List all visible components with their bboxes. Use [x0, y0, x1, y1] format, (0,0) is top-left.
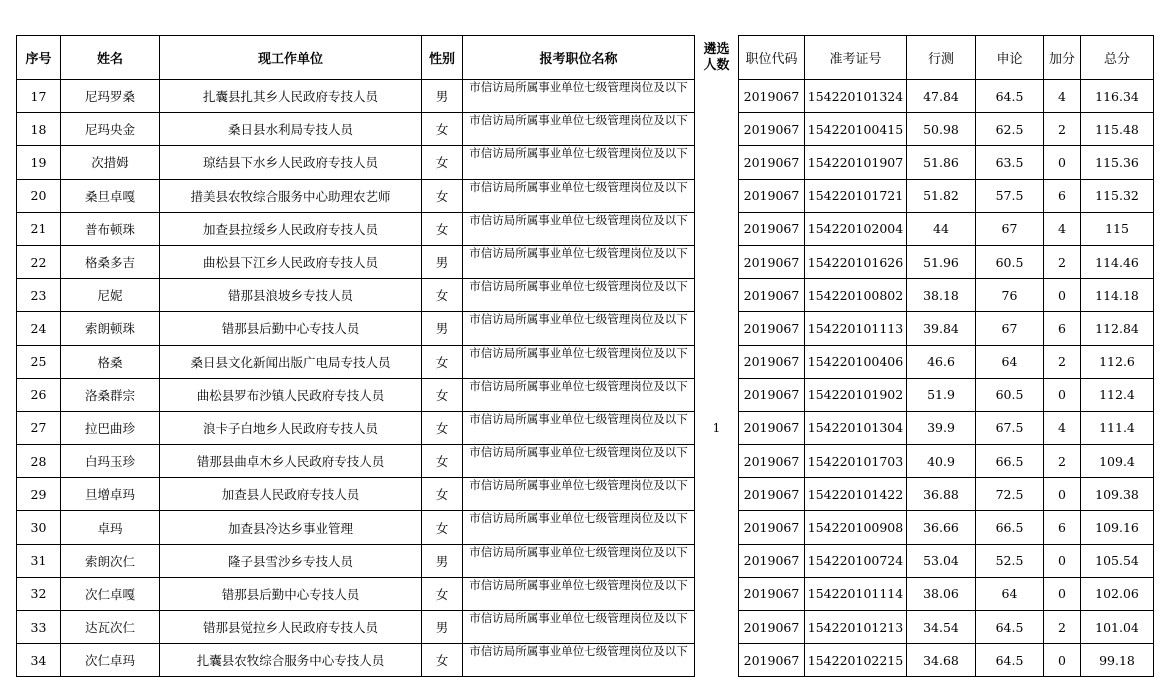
cell-name: 索朗顿珠 [61, 312, 160, 345]
cell-no: 31 [17, 544, 61, 577]
cell-code: 2019067 [739, 478, 805, 511]
cell-ticket: 154220100406 [805, 345, 907, 378]
cell-gender: 女 [422, 411, 463, 444]
table-row [17, 577, 1154, 610]
col-header-name: 姓名 [61, 36, 160, 80]
cell-bonus: 2 [1044, 345, 1081, 378]
cell-gender: 女 [422, 577, 463, 610]
cell-code: 2019067 [739, 146, 805, 179]
cell-unit: 错那县觉拉乡人民政府专技人员 [160, 611, 422, 644]
cell-selected [695, 179, 739, 212]
cell-bonus: 4 [1044, 212, 1081, 245]
cell-selected [695, 478, 739, 511]
cell-bonus: 0 [1044, 644, 1081, 677]
table-row [17, 611, 1154, 644]
cell-code: 2019067 [739, 245, 805, 278]
cell-code: 2019067 [739, 312, 805, 345]
cell-shenlun: 67 [976, 312, 1044, 345]
cell-shenlun: 64.5 [976, 611, 1044, 644]
col-header-position: 报考职位名称 [463, 36, 695, 80]
cell-position: 市信访局所属事业单位七级管理岗位及以下 [463, 378, 695, 411]
cell-name: 次措姆 [61, 146, 160, 179]
cell-xingce: 46.6 [907, 345, 976, 378]
table-row [17, 245, 1154, 278]
cell-selected [695, 146, 739, 179]
cell-shenlun: 57.5 [976, 179, 1044, 212]
cell-xingce: 50.98 [907, 113, 976, 146]
cell-total: 114.18 [1081, 279, 1154, 312]
cell-position: 市信访局所属事业单位七级管理岗位及以下 [463, 146, 695, 179]
cell-gender: 男 [422, 312, 463, 345]
cell-shenlun: 67.5 [976, 411, 1044, 444]
cell-no: 27 [17, 411, 61, 444]
cell-gender: 女 [422, 113, 463, 146]
cell-xingce: 40.9 [907, 445, 976, 478]
table-row [17, 445, 1154, 478]
cell-selected [695, 378, 739, 411]
cell-no: 30 [17, 511, 61, 544]
cell-unit: 错那县浪坡乡专技人员 [160, 279, 422, 312]
table-row [17, 146, 1154, 179]
cell-gender: 女 [422, 511, 463, 544]
cell-xingce: 44 [907, 212, 976, 245]
cell-bonus: 6 [1044, 179, 1081, 212]
cell-ticket: 154220101422 [805, 478, 907, 511]
cell-name: 卓玛 [61, 511, 160, 544]
cell-code: 2019067 [739, 544, 805, 577]
cell-gender: 女 [422, 179, 463, 212]
cell-unit: 桑日县水利局专技人员 [160, 113, 422, 146]
cell-xingce: 53.04 [907, 544, 976, 577]
cell-name: 尼妮 [61, 279, 160, 312]
cell-ticket: 154220101304 [805, 411, 907, 444]
cell-ticket: 154220102215 [805, 644, 907, 677]
cell-gender: 女 [422, 445, 463, 478]
cell-position: 市信访局所属事业单位七级管理岗位及以下 [463, 312, 695, 345]
table-row [17, 511, 1154, 544]
cell-gender: 女 [422, 345, 463, 378]
cell-shenlun: 66.5 [976, 511, 1044, 544]
cell-position: 市信访局所属事业单位七级管理岗位及以下 [463, 411, 695, 444]
cell-no: 22 [17, 245, 61, 278]
table-row [17, 345, 1154, 378]
cell-gender: 男 [422, 611, 463, 644]
cell-code: 2019067 [739, 511, 805, 544]
cell-total: 114.46 [1081, 245, 1154, 278]
cell-selected [695, 212, 739, 245]
cell-name: 拉巴曲珍 [61, 411, 160, 444]
cell-no: 24 [17, 312, 61, 345]
cell-name: 普布顿珠 [61, 212, 160, 245]
table-row [17, 179, 1154, 212]
cell-xingce: 51.86 [907, 146, 976, 179]
cell-selected [695, 445, 739, 478]
cell-total: 112.4 [1081, 378, 1154, 411]
cell-unit: 加查县拉绥乡人民政府专技人员 [160, 212, 422, 245]
cell-code: 2019067 [739, 80, 805, 113]
cell-xingce: 39.84 [907, 312, 976, 345]
cell-gender: 女 [422, 212, 463, 245]
cell-unit: 曲松县下江乡人民政府专技人员 [160, 245, 422, 278]
cell-name: 格桑 [61, 345, 160, 378]
header-row [17, 36, 1154, 80]
cell-position: 市信访局所属事业单位七级管理岗位及以下 [463, 113, 695, 146]
cell-no: 19 [17, 146, 61, 179]
cell-position: 市信访局所属事业单位七级管理岗位及以下 [463, 179, 695, 212]
cell-shenlun: 60.5 [976, 378, 1044, 411]
col-header-shenlun: 申论 [976, 36, 1044, 80]
cell-shenlun: 67 [976, 212, 1044, 245]
cell-code: 2019067 [739, 411, 805, 444]
cell-code: 2019067 [739, 113, 805, 146]
cell-xingce: 39.9 [907, 411, 976, 444]
cell-unit: 加查县冷达乡事业管理 [160, 511, 422, 544]
cell-xingce: 38.06 [907, 577, 976, 610]
cell-unit: 曲松县罗布沙镇人民政府专技人员 [160, 378, 422, 411]
cell-xingce: 34.68 [907, 644, 976, 677]
cell-unit: 浪卡子白地乡人民政府专技人员 [160, 411, 422, 444]
cell-no: 28 [17, 445, 61, 478]
cell-code: 2019067 [739, 445, 805, 478]
cell-ticket: 154220101113 [805, 312, 907, 345]
cell-bonus: 0 [1044, 544, 1081, 577]
cell-position: 市信访局所属事业单位七级管理岗位及以下 [463, 577, 695, 610]
cell-ticket: 154220101213 [805, 611, 907, 644]
cell-name: 索朗次仁 [61, 544, 160, 577]
cell-position: 市信访局所属事业单位七级管理岗位及以下 [463, 544, 695, 577]
cell-unit: 扎囊县扎其乡人民政府专技人员 [160, 80, 422, 113]
cell-ticket: 154220100415 [805, 113, 907, 146]
table-row [17, 478, 1154, 511]
cell-ticket: 154220101907 [805, 146, 907, 179]
cell-no: 33 [17, 611, 61, 644]
cell-no: 32 [17, 577, 61, 610]
cell-name: 白玛玉珍 [61, 445, 160, 478]
cell-code: 2019067 [739, 378, 805, 411]
cell-ticket: 154220101114 [805, 577, 907, 610]
cell-code: 2019067 [739, 279, 805, 312]
cell-gender: 女 [422, 279, 463, 312]
cell-selected [695, 644, 739, 677]
col-header-selected [695, 36, 739, 80]
cell-gender: 男 [422, 245, 463, 278]
cell-xingce: 47.84 [907, 80, 976, 113]
cell-bonus: 6 [1044, 511, 1081, 544]
cell-total: 105.54 [1081, 544, 1154, 577]
cell-ticket: 154220102004 [805, 212, 907, 245]
table-row [17, 411, 1154, 444]
cell-bonus: 2 [1044, 113, 1081, 146]
cell-selected [695, 577, 739, 610]
cell-total: 102.06 [1081, 577, 1154, 610]
cell-name: 达瓦次仁 [61, 611, 160, 644]
cell-xingce: 51.82 [907, 179, 976, 212]
cell-bonus: 0 [1044, 146, 1081, 179]
col-header-selected-line1: 遴选 [703, 41, 730, 57]
cell-bonus: 0 [1044, 478, 1081, 511]
cell-bonus: 4 [1044, 80, 1081, 113]
cell-no: 23 [17, 279, 61, 312]
cell-unit: 错那县后勤中心专技人员 [160, 312, 422, 345]
table-row [17, 113, 1154, 146]
cell-name: 洛桑群宗 [61, 378, 160, 411]
cell-total: 109.16 [1081, 511, 1154, 544]
cell-selected [695, 511, 739, 544]
cell-position: 市信访局所属事业单位七级管理岗位及以下 [463, 212, 695, 245]
cell-position: 市信访局所属事业单位七级管理岗位及以下 [463, 279, 695, 312]
cell-name: 次仁卓嘎 [61, 577, 160, 610]
cell-position: 市信访局所属事业单位七级管理岗位及以下 [463, 345, 695, 378]
col-header-selected-line2: 人数 [703, 57, 730, 73]
cell-selected [695, 245, 739, 278]
cell-no: 20 [17, 179, 61, 212]
cell-xingce: 51.9 [907, 378, 976, 411]
cell-position: 市信访局所属事业单位七级管理岗位及以下 [463, 511, 695, 544]
cell-name: 桑旦卓嘎 [61, 179, 160, 212]
cell-unit: 措美县农牧综合服务中心助理农艺师 [160, 179, 422, 212]
col-header-total: 总分 [1081, 36, 1154, 80]
cell-gender: 女 [422, 378, 463, 411]
cell-xingce: 36.66 [907, 511, 976, 544]
cell-code: 2019067 [739, 179, 805, 212]
cell-bonus: 4 [1044, 411, 1081, 444]
table-row [17, 279, 1154, 312]
cell-xingce: 51.96 [907, 245, 976, 278]
cell-position: 市信访局所属事业单位七级管理岗位及以下 [463, 644, 695, 677]
cell-no: 25 [17, 345, 61, 378]
cell-total: 99.18 [1081, 644, 1154, 677]
cell-unit: 琼结县下水乡人民政府专技人员 [160, 146, 422, 179]
cell-total: 109.38 [1081, 478, 1154, 511]
cell-total: 111.4 [1081, 411, 1154, 444]
cell-no: 17 [17, 80, 61, 113]
cell-gender: 男 [422, 544, 463, 577]
col-header-code: 职位代码 [739, 36, 805, 80]
table-row [17, 544, 1154, 577]
cell-code: 2019067 [739, 345, 805, 378]
results-sheet [16, 35, 1154, 677]
table-body [17, 80, 1154, 677]
cell-gender: 女 [422, 478, 463, 511]
cell-unit: 隆子县雪沙乡专技人员 [160, 544, 422, 577]
cell-total: 101.04 [1081, 611, 1154, 644]
cell-shenlun: 72.5 [976, 478, 1044, 511]
col-header-bonus: 加分 [1044, 36, 1081, 80]
results-table [16, 35, 1154, 677]
table-row [17, 378, 1154, 411]
table-row [17, 80, 1154, 113]
cell-no: 18 [17, 113, 61, 146]
cell-name: 尼玛罗桑 [61, 80, 160, 113]
cell-gender: 女 [422, 146, 463, 179]
cell-selected [695, 80, 739, 113]
cell-bonus: 2 [1044, 611, 1081, 644]
cell-total: 109.4 [1081, 445, 1154, 478]
cell-unit: 扎囊县农牧综合服务中心专技人员 [160, 644, 422, 677]
cell-gender: 女 [422, 644, 463, 677]
col-header-xingce: 行测 [907, 36, 976, 80]
cell-selected [695, 312, 739, 345]
cell-position: 市信访局所属事业单位七级管理岗位及以下 [463, 611, 695, 644]
cell-ticket: 154220100802 [805, 279, 907, 312]
cell-bonus: 2 [1044, 445, 1081, 478]
cell-total: 115.32 [1081, 179, 1154, 212]
cell-total: 115.36 [1081, 146, 1154, 179]
cell-ticket: 154220100724 [805, 544, 907, 577]
cell-total: 112.84 [1081, 312, 1154, 345]
cell-ticket: 154220101626 [805, 245, 907, 278]
cell-selected [695, 611, 739, 644]
cell-shenlun: 64 [976, 345, 1044, 378]
cell-total: 112.6 [1081, 345, 1154, 378]
cell-shenlun: 63.5 [976, 146, 1044, 179]
cell-bonus: 2 [1044, 245, 1081, 278]
cell-shenlun: 64 [976, 577, 1044, 610]
cell-shenlun: 76 [976, 279, 1044, 312]
cell-position: 市信访局所属事业单位七级管理岗位及以下 [463, 478, 695, 511]
cell-code: 2019067 [739, 577, 805, 610]
cell-no: 34 [17, 644, 61, 677]
cell-code: 2019067 [739, 644, 805, 677]
cell-total: 115 [1081, 212, 1154, 245]
cell-shenlun: 64.5 [976, 80, 1044, 113]
cell-shenlun: 66.5 [976, 445, 1044, 478]
col-header-gender: 性别 [422, 36, 463, 80]
cell-xingce: 36.88 [907, 478, 976, 511]
cell-position: 市信访局所属事业单位七级管理岗位及以下 [463, 445, 695, 478]
cell-selected: 1 [695, 411, 739, 444]
cell-xingce: 38.18 [907, 279, 976, 312]
cell-code: 2019067 [739, 212, 805, 245]
col-header-no: 序号 [17, 36, 61, 80]
cell-ticket: 154220101703 [805, 445, 907, 478]
cell-no: 21 [17, 212, 61, 245]
cell-bonus: 0 [1044, 577, 1081, 610]
table-row [17, 312, 1154, 345]
cell-position: 市信访局所属事业单位七级管理岗位及以下 [463, 80, 695, 113]
cell-name: 旦增卓玛 [61, 478, 160, 511]
cell-xingce: 34.54 [907, 611, 976, 644]
cell-position: 市信访局所属事业单位七级管理岗位及以下 [463, 245, 695, 278]
cell-no: 29 [17, 478, 61, 511]
cell-bonus: 0 [1044, 279, 1081, 312]
cell-unit: 错那县后勤中心专技人员 [160, 577, 422, 610]
cell-selected [695, 544, 739, 577]
cell-ticket: 154220101902 [805, 378, 907, 411]
cell-unit: 桑日县文化新闻出版广电局专技人员 [160, 345, 422, 378]
cell-unit: 错那县曲卓木乡人民政府专技人员 [160, 445, 422, 478]
cell-total: 116.34 [1081, 80, 1154, 113]
cell-ticket: 154220100908 [805, 511, 907, 544]
cell-total: 115.48 [1081, 113, 1154, 146]
cell-no: 26 [17, 378, 61, 411]
cell-shenlun: 64.5 [976, 644, 1044, 677]
cell-ticket: 154220101721 [805, 179, 907, 212]
col-header-ticket: 准考证号 [805, 36, 907, 80]
table-row [17, 212, 1154, 245]
cell-gender: 男 [422, 80, 463, 113]
cell-bonus: 6 [1044, 312, 1081, 345]
cell-name: 次仁卓玛 [61, 644, 160, 677]
cell-name: 格桑多吉 [61, 245, 160, 278]
cell-name: 尼玛央金 [61, 113, 160, 146]
cell-shenlun: 62.5 [976, 113, 1044, 146]
cell-bonus: 0 [1044, 378, 1081, 411]
cell-ticket: 154220101324 [805, 80, 907, 113]
cell-selected [695, 113, 739, 146]
table-row [17, 644, 1154, 677]
cell-selected [695, 279, 739, 312]
cell-shenlun: 60.5 [976, 245, 1044, 278]
cell-selected [695, 345, 739, 378]
cell-shenlun: 52.5 [976, 544, 1044, 577]
col-header-unit: 现工作单位 [160, 36, 422, 80]
cell-code: 2019067 [739, 611, 805, 644]
cell-unit: 加查县人民政府专技人员 [160, 478, 422, 511]
